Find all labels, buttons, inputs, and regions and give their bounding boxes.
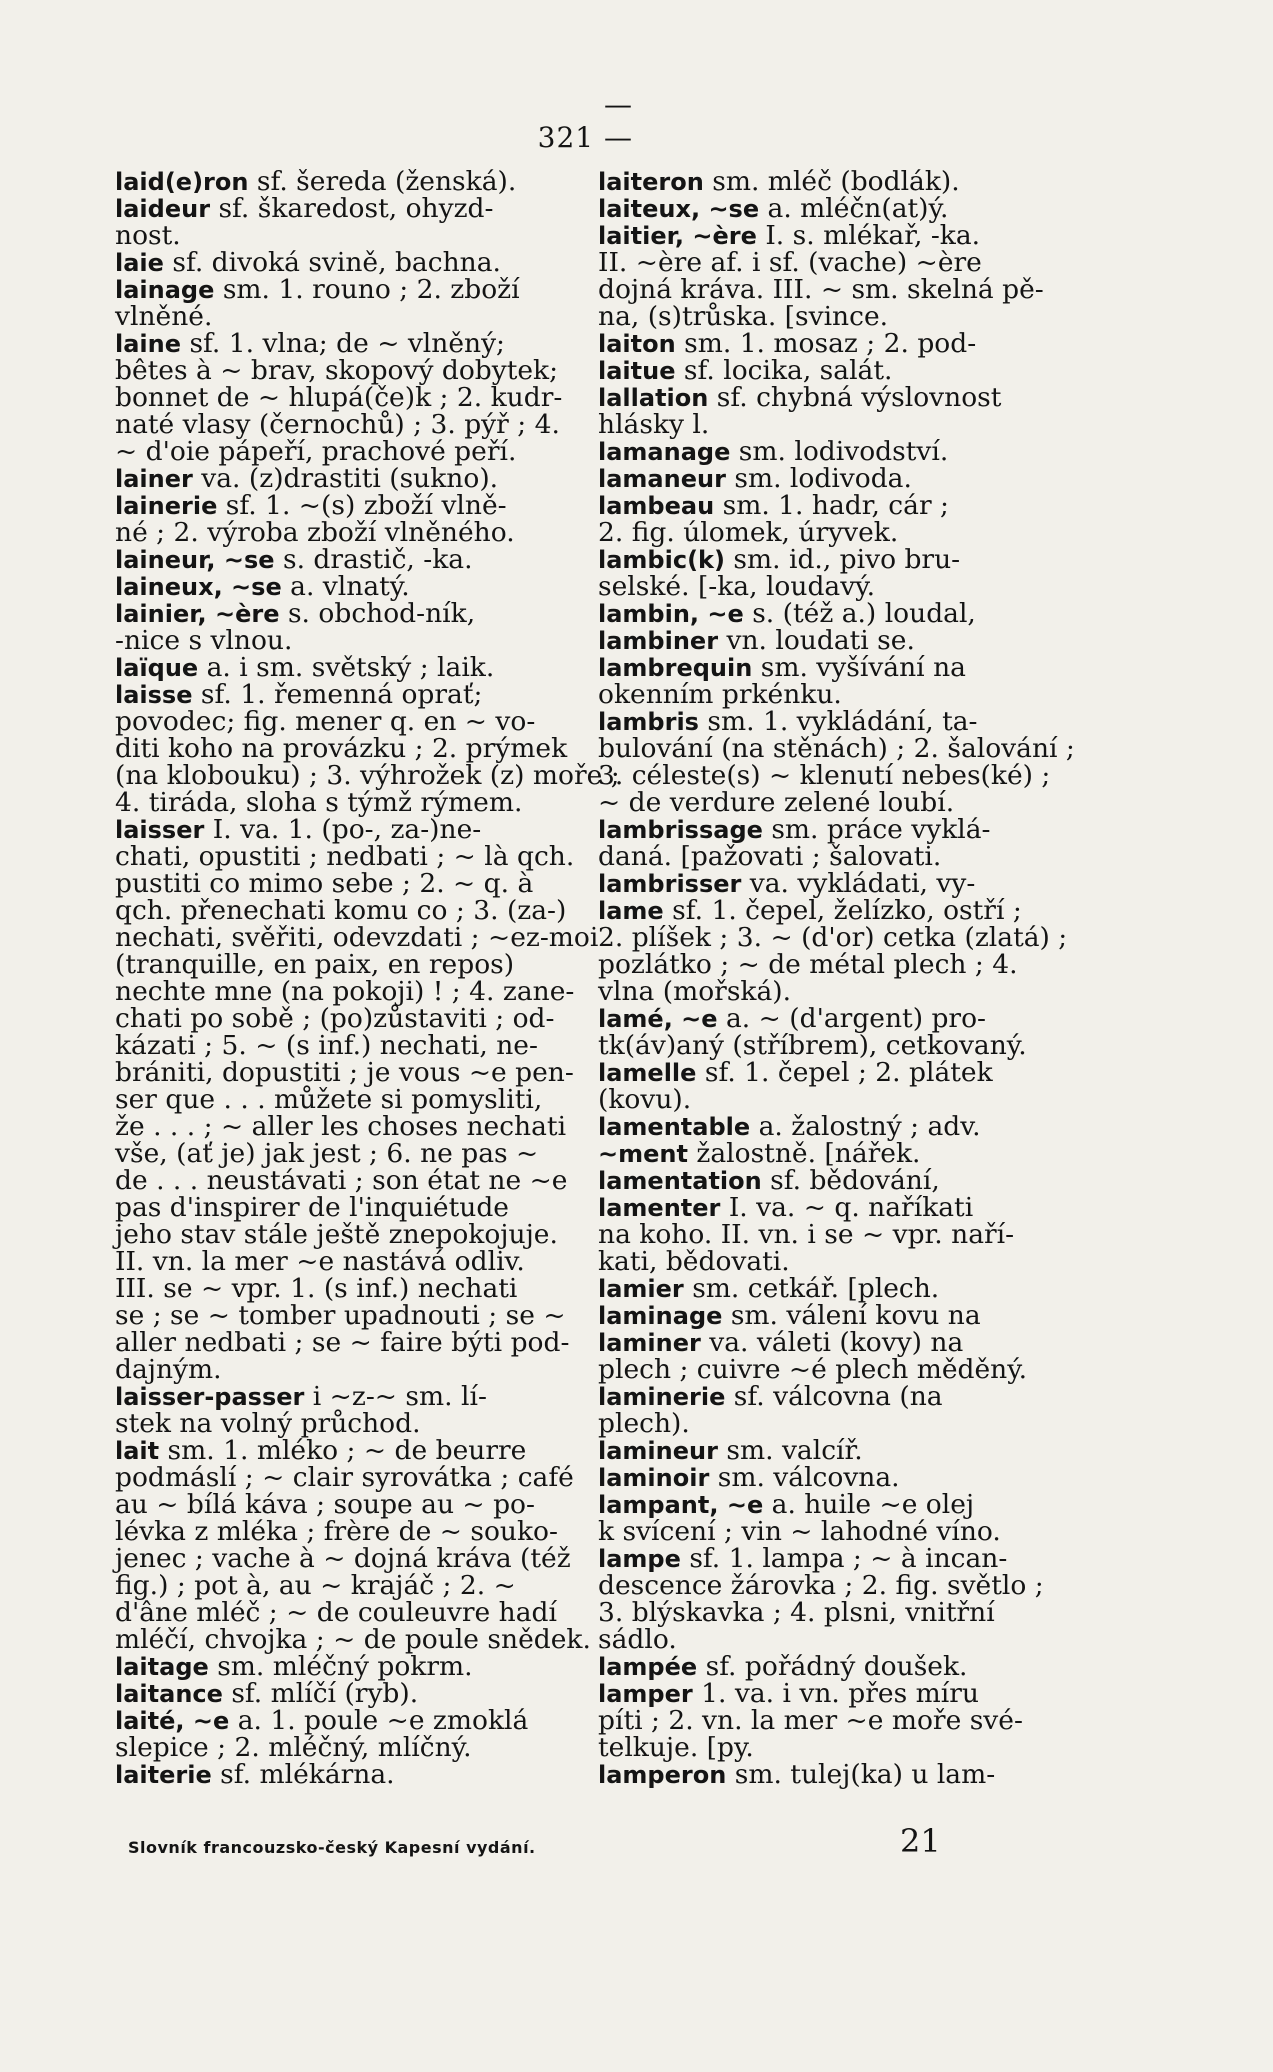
- headword: lampe: [598, 1545, 681, 1573]
- headword: laminage: [598, 1302, 723, 1330]
- definition-text: s. obchod-ník,: [279, 598, 476, 629]
- headword: lamé, ~e: [598, 1005, 718, 1033]
- headword: laitance: [115, 1680, 223, 1708]
- headword: laie: [115, 249, 164, 277]
- dictionary-line: [115, 789, 555, 816]
- definition-text: selské. [-ka, loudavý.: [598, 571, 876, 602]
- dictionary-line: [598, 1464, 1068, 1491]
- definition-text: qch. přenechati komu co ; 3. (za-): [115, 895, 567, 926]
- dictionary-line: [115, 168, 555, 195]
- definition-text: i ~z-~ sm. lí-: [304, 1381, 487, 1412]
- headword: lait: [115, 1437, 160, 1465]
- definition-text: bulování (na stěnách) ; 2. šalování ;: [598, 733, 1075, 764]
- dictionary-line: [115, 1057, 574, 1088]
- definition-text: chati, opustiti ; nedbati ; ~ là qch.: [115, 841, 575, 872]
- dictionary-line: [598, 708, 1068, 735]
- definition-text: né ; 2. výroba zboží vlněného.: [115, 517, 515, 548]
- definition-text: a. ~ (d'argent) pro-: [717, 1003, 986, 1034]
- dictionary-line: [115, 249, 555, 276]
- headword: lainage: [115, 276, 215, 304]
- definition-text: sf. mlékárna.: [211, 1759, 395, 1790]
- definition-text: a. mléčn(at)ý.: [759, 193, 949, 224]
- dictionary-line: [115, 303, 555, 330]
- dictionary-line: [115, 438, 555, 465]
- dictionary-line: [115, 1194, 555, 1221]
- dictionary-line: [115, 1140, 555, 1167]
- definition-text: 3. céleste(s) ~ klenutí nebes(ké) ;: [598, 760, 1051, 791]
- definition-text: (kovu).: [598, 1084, 692, 1115]
- dictionary-line: [115, 222, 555, 249]
- headword: laiteux, ~se: [598, 195, 760, 223]
- dictionary-line: [598, 733, 1075, 764]
- dictionary-line: [115, 1356, 555, 1383]
- dictionary-line: [115, 1327, 570, 1358]
- definition-text: a. huile ~e olej: [763, 1489, 975, 1520]
- dictionary-line: [598, 1032, 1068, 1059]
- definition-text: nechte mne (na pokoji) ! ; 4. zane-: [115, 976, 575, 1007]
- dictionary-line: [598, 438, 1068, 465]
- headword: laideur: [115, 195, 211, 223]
- dictionary-line: [598, 222, 1068, 249]
- dictionary-line: [115, 1491, 555, 1518]
- footer-publication-title: Slovník francouzsko-český Kapesní vydání.: [128, 1838, 536, 1857]
- definition-text: sm. 1. mosaz ; 2. pod-: [675, 328, 977, 359]
- headword: laiterie: [115, 1761, 212, 1789]
- dictionary-line: [598, 573, 1068, 600]
- dictionary-line: [598, 762, 1068, 789]
- headword: laminerie: [598, 1383, 726, 1411]
- dictionary-line: [115, 841, 575, 872]
- dictionary-line: [115, 708, 555, 735]
- headword: laiton: [598, 330, 676, 358]
- dictionary-line: [115, 1111, 567, 1142]
- definition-text: sm. cetkář. [plech.: [683, 1273, 940, 1304]
- dictionary-line: [115, 1165, 568, 1196]
- dictionary-line: [598, 654, 1068, 681]
- definition-text: sf. 1. vlna; de ~ vlněný;: [181, 328, 505, 359]
- definition-text: va. (z)drastiti (sukno).: [192, 463, 499, 494]
- definition-text: sm. 1. mléko ; ~ de beurre: [159, 1435, 527, 1466]
- dictionary-line: [598, 330, 1068, 357]
- definition-text: sm. válcovna.: [709, 1462, 900, 1493]
- dictionary-line: [115, 1516, 558, 1547]
- dictionary-line: [598, 1653, 1068, 1680]
- definition-text: lévka z mléka ; frère de ~ souko-: [115, 1516, 558, 1547]
- headword: ~ment: [598, 1140, 688, 1168]
- definition-text: sm. tulej(ka) u lam-: [726, 1759, 996, 1790]
- headword: laïque: [115, 654, 199, 682]
- headword: laisser: [115, 816, 205, 844]
- definition-text: podmáslí ; ~ clair syrovátka ; café: [115, 1462, 574, 1493]
- headword: lampant, ~e: [598, 1491, 764, 1519]
- definition-text: sf. 1. čepel, želízko, ostří ;: [663, 895, 1022, 926]
- definition-text: sm. mléč (bodlák).: [703, 166, 960, 197]
- definition-text: sm. lodivodství.: [730, 436, 949, 467]
- headword: lambrequin: [598, 654, 753, 682]
- definition-text: naté vlasy (černochů) ; 3. pýř ; 4.: [115, 409, 560, 440]
- definition-text: sm. mléčný pokrm.: [208, 1651, 473, 1682]
- headword: lamper: [598, 1680, 693, 1708]
- dictionary-line: [598, 1383, 1068, 1410]
- headword: laitier, ~ère: [598, 222, 757, 250]
- headword: lamier: [598, 1275, 684, 1303]
- dictionary-line: [598, 843, 1068, 870]
- dictionary-line: [598, 1761, 1068, 1788]
- dictionary-line: [115, 1032, 555, 1059]
- dictionary-line: [115, 330, 555, 357]
- definition-text: sf. válcovna (na: [725, 1381, 943, 1412]
- definition-text: sf. 1. řemenná oprať;: [192, 679, 483, 710]
- definition-text: tk(áv)aný (stříbrem), cetkovaný.: [598, 1030, 1027, 1061]
- definition-text: se ; se ~ tomber upadnouti ; se ~: [115, 1300, 566, 1331]
- definition-text: sm. práce vyklá-: [762, 814, 991, 845]
- dictionary-line: [598, 1086, 1068, 1113]
- dictionary-line: [115, 1086, 555, 1113]
- definition-text: telkuje. [py.: [598, 1732, 754, 1763]
- definition-text: descence žárovka ; 2. fig. světlo ;: [598, 1570, 1044, 1601]
- dictionary-line: [115, 1599, 555, 1626]
- dictionary-line: [115, 276, 555, 303]
- dictionary-line: [115, 382, 563, 413]
- headword: lampée: [598, 1653, 698, 1681]
- definition-text: mléčí, chvojka ; ~ de poule snědek.: [115, 1624, 591, 1655]
- dictionary-line: [598, 303, 1068, 330]
- dictionary-line: [598, 1221, 1068, 1248]
- dictionary-line: [598, 195, 1068, 222]
- definition-text: aller nedbati ; se ~ faire býti pod-: [115, 1327, 570, 1358]
- dictionary-line: [115, 654, 555, 681]
- dictionary-line: [115, 355, 559, 386]
- definition-text: sf. 1. lampa ; ~ à incan-: [680, 1543, 1008, 1574]
- definition-text: píti ; 2. vn. la mer ~e moře své-: [598, 1705, 1023, 1736]
- definition-text: povodec; fig. mener q. en ~ vo-: [115, 706, 536, 737]
- definition-text: s. drastič, -ka.: [274, 544, 473, 575]
- dictionary-line: [115, 409, 560, 440]
- dictionary-line: [598, 1113, 1068, 1140]
- dictionary-line: [598, 1140, 1068, 1167]
- definition-text: slepice ; 2. mléčný, mlíčný.: [115, 1732, 472, 1763]
- definition-text: jenec ; vache à ~ dojná kráva (též: [115, 1543, 571, 1574]
- dictionary-line: [598, 384, 1068, 411]
- headword: lame: [598, 897, 664, 925]
- definition-text: chati po sobě ; (po)zůstaviti ; od-: [115, 1003, 555, 1034]
- definition-text: sádlo.: [598, 1624, 677, 1655]
- footer-signature-number: 21: [900, 1822, 941, 1860]
- headword: lamelle: [598, 1059, 697, 1087]
- definition-text: na, (s)trůska. [svince.: [598, 301, 889, 332]
- dictionary-line: [115, 976, 575, 1007]
- dictionary-line: [598, 600, 1068, 627]
- dictionary-line: [115, 1624, 591, 1655]
- definition-text: sf. divoká svině, bachna.: [163, 247, 501, 278]
- dictionary-line: [115, 1707, 555, 1734]
- definition-text: kázati ; 5. ~ (s inf.) nechati, ne-: [115, 1030, 538, 1061]
- dictionary-line: [598, 1518, 1068, 1545]
- definition-text: pozlátko ; ~ de métal plech ; 4.: [598, 949, 1018, 980]
- definition-text: vlna (mořská).: [598, 976, 792, 1007]
- dictionary-line: [598, 492, 1068, 519]
- dictionary-line: [598, 1248, 1068, 1275]
- dictionary-line: [598, 546, 1068, 573]
- dictionary-line: [598, 411, 1068, 438]
- definition-text: I. va. 1. (po-, za-)ne-: [204, 814, 482, 845]
- dictionary-line: [598, 789, 1068, 816]
- dictionary-line: [598, 1545, 1068, 1572]
- dictionary-line: [598, 897, 1068, 924]
- dictionary-line: [598, 1194, 1068, 1221]
- dictionary-line: [598, 1302, 1068, 1329]
- dictionary-line: [115, 922, 599, 953]
- definition-text: sf. škaredost, ohyzd-: [210, 193, 494, 224]
- definition-text: ~ de verdure zelené loubí.: [598, 787, 955, 818]
- definition-text: s. (též a.) loudal,: [743, 598, 976, 629]
- definition-text: I. s. mlékař, -ka.: [756, 220, 981, 251]
- headword: lamentable: [598, 1113, 751, 1141]
- dictionary-line: [598, 870, 1068, 897]
- definition-text: daná. [pažovati ; šalovati.: [598, 841, 942, 872]
- headword: lambeau: [598, 492, 715, 520]
- definition-text: sf. chybná výslovnost: [708, 382, 1002, 413]
- definition-text: kati, bědovati.: [598, 1246, 790, 1277]
- definition-text: jeho stav stále ještě znepokojuje.: [115, 1219, 558, 1250]
- dictionary-line: [598, 1491, 1068, 1518]
- headword: lambin, ~e: [598, 600, 744, 628]
- dictionary-line: [598, 1329, 1068, 1356]
- definition-text: že . . . ; ~ aller les choses nechati: [115, 1111, 567, 1142]
- definition-text: bonnet de ~ hlupá(če)k ; 2. kudr-: [115, 382, 563, 413]
- definition-text: bêtes à ~ brav, skopový dobytek;: [115, 355, 559, 386]
- dictionary-line: [115, 1761, 555, 1788]
- definition-text: 2. plíšek ; 3. ~ (d'or) cetka (zlatá) ;: [598, 922, 1068, 953]
- headword: lainer: [115, 465, 193, 493]
- definition-text: a. vlnatý.: [281, 571, 410, 602]
- headword: lamperon: [598, 1761, 727, 1789]
- definition-text: II. vn. la mer ~e nastává odliv.: [115, 1246, 525, 1277]
- definition-text: sm. 1. hadr, cár ;: [714, 490, 949, 521]
- definition-text: nost.: [115, 220, 181, 251]
- headword: lamanage: [598, 438, 731, 466]
- definition-text: III. se ~ vpr. 1. (s inf.) nechati: [115, 1273, 518, 1304]
- definition-text: sm. lodivoda.: [725, 463, 912, 494]
- definition-text: brániti, dopustiti ; je vous ~e pen-: [115, 1057, 574, 1088]
- definition-text: pustiti co mimo sebe ; 2. ~ q. à: [115, 868, 534, 899]
- dictionary-line: [115, 573, 555, 600]
- definition-text: na koho. II. vn. i se ~ vpr. naří-: [598, 1219, 1015, 1250]
- definition-text: dajným.: [115, 1354, 222, 1385]
- headword: laisse: [115, 681, 193, 709]
- definition-text: sf. mlíčí (ryb).: [222, 1678, 419, 1709]
- dictionary-line: [115, 1275, 555, 1302]
- definition-text: a. i sm. světský ; laik.: [198, 652, 495, 683]
- dictionary-line: [598, 978, 1068, 1005]
- dictionary-line: [115, 733, 568, 764]
- definition-text: 1. va. i vn. přes míru: [692, 1678, 979, 1709]
- definition-text: sm. vyšívání na: [752, 652, 966, 683]
- definition-text: fig.) ; pot à, au ~ krajáč ; 2. ~: [115, 1570, 516, 1601]
- headword: laid(e)ron: [115, 168, 249, 196]
- dictionary-line: [598, 1410, 1068, 1437]
- dictionary-line: [115, 465, 555, 492]
- definition-text: sf. bědování,: [761, 1165, 940, 1196]
- definition-text: žalostně. [nářek.: [687, 1138, 921, 1169]
- definition-text: nechati, svěřiti, odevzdati ; ~ez-moi: [115, 922, 599, 953]
- headword: lallation: [598, 384, 709, 412]
- headword: lamineur: [598, 1437, 718, 1465]
- definition-text: pas d'inspirer de l'inquiétude: [115, 1192, 509, 1223]
- definition-text: va. vykládati, vy-: [741, 868, 976, 899]
- dictionary-line: [598, 249, 1068, 276]
- headword: lainerie: [115, 492, 218, 520]
- dictionary-line: [115, 492, 555, 519]
- dictionary-line: [115, 1219, 558, 1250]
- definition-text: va. váleti (kovy) na: [700, 1327, 964, 1358]
- dictionary-line: [598, 951, 1068, 978]
- definition-text: (na klobouku) ; 3. výhrožek (z) moře ;: [115, 760, 620, 791]
- headword: lamenter: [598, 1194, 721, 1222]
- dictionary-line: [115, 1248, 555, 1275]
- headword: laiteron: [598, 168, 704, 196]
- dictionary-line: [115, 519, 555, 546]
- headword: lambris: [598, 708, 699, 736]
- headword: lambrisser: [598, 870, 742, 898]
- dictionary-line: [115, 816, 555, 843]
- headword: laminer: [598, 1329, 701, 1357]
- dictionary-line: [598, 1275, 1068, 1302]
- definition-text: okenním prkénku.: [598, 679, 842, 710]
- headword: laineur, ~se: [115, 546, 275, 574]
- dictionary-line: [115, 951, 555, 978]
- definition-text: sm. 1. rouno ; 2. zboží: [214, 274, 520, 305]
- dictionary-line: [115, 895, 567, 926]
- definition-text: sf. 1. čepel ; 2. plátek: [696, 1057, 993, 1088]
- definition-text: diti koho na provázku ; 2. prýmek: [115, 733, 568, 764]
- definition-text: a. žalostný ; adv.: [750, 1111, 981, 1142]
- dictionary-line: [598, 1707, 1068, 1734]
- dictionary-line: [115, 1410, 555, 1437]
- definition-text: vn. loudati se.: [718, 625, 915, 656]
- headword: lambiner: [598, 627, 719, 655]
- definition-text: sf. 1. ~(s) zboží vlně-: [217, 490, 507, 521]
- dictionary-line: [115, 1300, 566, 1331]
- dictionary-line: [115, 1005, 555, 1032]
- dictionary-line: [115, 1437, 555, 1464]
- definition-text: a. 1. poule ~e zmoklá: [229, 1705, 529, 1736]
- left-column: [115, 166, 620, 1790]
- dictionary-line: [598, 1167, 1068, 1194]
- dictionary-line: [115, 1462, 574, 1493]
- definition-text: d'âne mléč ; ~ de couleuvre hadí: [115, 1597, 557, 1628]
- headword: laitue: [598, 357, 676, 385]
- definition-text: k svícení ; vin ~ lahodné víno.: [598, 1516, 1001, 1547]
- headword: lambrissage: [598, 816, 763, 844]
- headword: laine: [115, 330, 182, 358]
- definition-text: (tranquille, en paix, en repos): [115, 949, 515, 980]
- dictionary-line: [115, 681, 555, 708]
- page-number: [0, 88, 1273, 154]
- headword: laité, ~e: [115, 1707, 230, 1735]
- headword: laminoir: [598, 1464, 710, 1492]
- definition-text: 4. tiráda, sloha s týmž rýmem.: [115, 787, 523, 818]
- dictionary-line: [115, 1653, 555, 1680]
- definition-text: ser que . . . můžete si pomysliti,: [115, 1084, 543, 1115]
- headword: laineux, ~se: [115, 573, 282, 601]
- headword: lamaneur: [598, 465, 726, 493]
- definition-text: II. ~ère af. i sf. (vache) ~ère: [598, 247, 982, 278]
- definition-text: 2. fig. úlomek, úryvek.: [598, 517, 899, 548]
- dictionary-line: [115, 1383, 555, 1410]
- definition-text: de . . . neustávati ; son état ne ~e: [115, 1165, 568, 1196]
- dictionary-line: [598, 1572, 1068, 1599]
- dictionary-line: [115, 1680, 555, 1707]
- definition-text: vlněné.: [115, 301, 213, 332]
- definition-text: sm. válení kovu na: [722, 1300, 981, 1331]
- dictionary-line: [115, 1734, 555, 1761]
- dictionary-line: [598, 1680, 1068, 1707]
- definition-text: hlásky l.: [598, 409, 710, 440]
- dictionary-line: [598, 924, 1068, 951]
- dictionary-line: [598, 1356, 1068, 1383]
- dictionary-line: [598, 681, 1068, 708]
- dictionary-line: [598, 465, 1068, 492]
- definition-text: sm. id., pivo bru-: [724, 544, 961, 575]
- dictionary-line: [598, 168, 1068, 195]
- definition-text: sf. pořádný doušek.: [697, 1651, 968, 1682]
- definition-text: stek na volný průchod.: [115, 1408, 421, 1439]
- definition-text: I. va. ~ q. naříkati: [720, 1192, 974, 1223]
- dictionary-line: [598, 519, 1068, 546]
- dictionary-line: [115, 870, 555, 897]
- dictionary-line: [598, 276, 1068, 303]
- right-column: [598, 166, 1075, 1790]
- dictionary-line: [598, 1437, 1068, 1464]
- definition-text: sf. šereda (ženská).: [248, 166, 517, 197]
- headword: laitage: [115, 1653, 209, 1681]
- definition-text: dojná kráva. III. ~ sm. skelná pě-: [598, 274, 1044, 305]
- dictionary-line: [115, 1543, 571, 1574]
- headword: laisser-passer: [115, 1383, 305, 1411]
- dictionary-line: [115, 600, 555, 627]
- dictionary-line: [598, 1626, 1068, 1653]
- definition-text: sm. valcíř.: [717, 1435, 863, 1466]
- definition-text: plech ; cuivre ~é plech měděný.: [598, 1354, 1028, 1385]
- dictionary-line: [598, 1059, 1068, 1086]
- page-number-text: — 321 —: [537, 88, 633, 154]
- definition-text: -nice s vlnou.: [115, 625, 293, 656]
- definition-text: plech).: [598, 1408, 690, 1439]
- dictionary-line: [115, 195, 555, 222]
- dictionary-line: [115, 760, 620, 791]
- dictionary-line: [598, 357, 1068, 384]
- dictionary-line: [115, 627, 555, 654]
- headword: lambic(k): [598, 546, 725, 574]
- headword: lamentation: [598, 1167, 762, 1195]
- dictionary-line: [598, 1599, 1068, 1626]
- definition-text: sm. 1. vykládání, ta-: [698, 706, 978, 737]
- definition-text: vše, (ať je) jak jest ; 6. ne pas ~: [115, 1138, 539, 1169]
- dictionary-line: [598, 1734, 1068, 1761]
- definition-text: au ~ bílá káva ; soupe au ~ po-: [115, 1489, 535, 1520]
- dictionary-line: [598, 1005, 1068, 1032]
- definition-text: ~ d'oie pápeří, prachové peří.: [115, 436, 517, 467]
- definition-text: 3. blýskavka ; 4. plsni, vnitřní: [598, 1597, 995, 1628]
- headword: lainier, ~ère: [115, 600, 280, 628]
- dictionary-line: [598, 816, 1068, 843]
- dictionary-line: [115, 1572, 555, 1599]
- definition-text: sf. locika, salát.: [675, 355, 893, 386]
- dictionary-line: [598, 627, 1068, 654]
- dictionary-line: [115, 546, 555, 573]
